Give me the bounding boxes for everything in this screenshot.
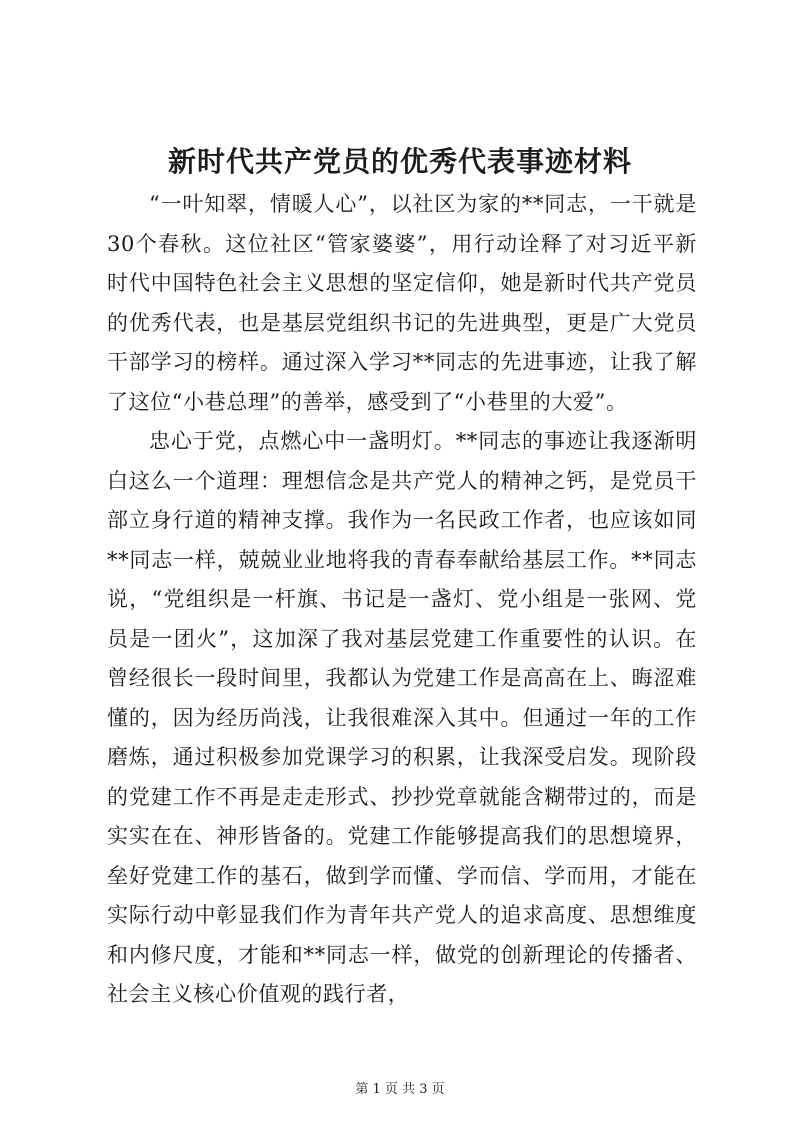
page-number-footer: 第 1 页 共 3 页 <box>355 1082 445 1097</box>
paragraph-2: 忠心于党，点燃心中一盏明灯。**同志的事迹让我逐渐明白这么一个道理：理想信念是共产党人的精神之钙，是党员干部立身行道的精神支撑。我作为一名民政工作者，也应该如同**同志一样，兢兢业业地将我的青春奉献给基层工作。**同志说，“党组织是一杆旗、书记是一盏灯、党小组是一张网、党员是一团火”，这加深了我对基层党建工作重要性的认识。在曾经很长一段时间里，我都认为党建工作是高高在上、晦涩难懂的，因为经历尚浅，让我很难深入其中。但通过一年的工作磨炼，通过积极参加党课学习的积累，让我深受启发。现阶段的党建工作不再是走走形式、抄抄党章就能含糊带过的，而是实实在在、神形皆备的。党建工作能够提高我们的思想境界，垒好党建工作的基石，做到学而懂、学而信、学而用，才能在实际行动中彰显我们作为青年共产党人的追求高度、思想维度和内修尺度，才能和**同志一样，做党的创新理论的传播者、社会主义核心价值观的践行者， <box>107 429 697 1006</box>
document-title: 新时代共产党员的优秀代表事迹材料 <box>167 145 632 178</box>
paragraph-1: “一叶知翠，情暖人心”，以社区为家的**同志，一干就是30个春秋。这位社区“管家婆婆”，用行动诠释了对习近平新时代中国特色社会主义思想的坚定信仰，她是新时代共产党员的优秀代表，也是基层党组织书记的先进典型，更是广大党员干部学习的榜样。通过深入学习**同志的先进事迹，让我了解了这位“小巷总理”的善举，感受到了“小巷里的大爱”。 <box>107 192 697 414</box>
document-body <box>107 185 697 1015</box>
